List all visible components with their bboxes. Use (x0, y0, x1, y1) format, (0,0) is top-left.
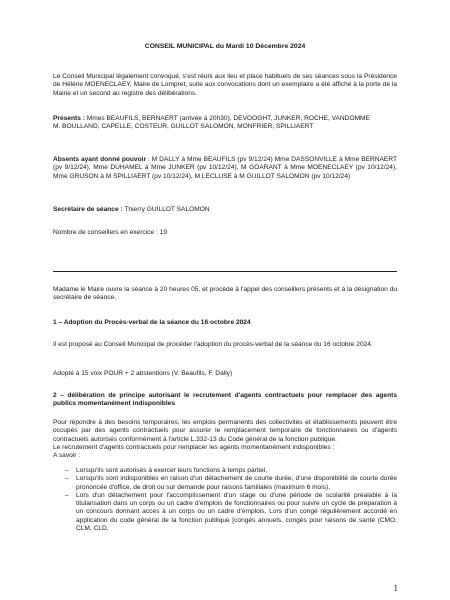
presents-label: Présents : (53, 115, 85, 122)
dash-bullet-icon: – (65, 491, 69, 499)
section2-list (53, 467, 397, 533)
opening-paragraph (53, 286, 397, 303)
separator-line (53, 271, 397, 272)
secretaire-label: Secrétaire de séance : (53, 206, 123, 213)
list-item (53, 475, 397, 492)
absents-paragraph (53, 156, 397, 181)
presents-text: Mmes BEAUFILS, BERNAERT (arrivée à 20h30), DEVOOGHT, JUNKER, ROCHE, VANDOMME (84, 115, 370, 122)
section2-text: Pour répondre à des besoins temporaires, les emplois permanents des collectivités et établissements peuvent être occupés par des agents contractuels pour assurer le remplacement temporaire de fonctionnaires ou d'agents contractuels autorisés conformément à l'article L.332-13 du Code général de la fonction publique. (53, 419, 397, 443)
absents-text: : M DALLY à Mme BEAUFILS (pv 9/12/24) Mme DASSONVILLE à Mme BERNAERT (pv 9/12/24), Mme DUHAMEL à Mme JUNKER (pv 10/12/24), M GOARANT à Mme MOENECLAEY (pv 10/12/24), Mme GRUSON à M SPILLIAERT (pv 10/12/24), M LECLUSE à M GUILLOT SALOMON (pv 10/12/24) (53, 156, 397, 180)
page-number: 1 (393, 582, 398, 593)
dash-bullet-icon: – (65, 475, 69, 483)
list-item-text: Lorsqu'ils sont autorisés à exercer leurs fonctions à temps partiel, (76, 467, 268, 474)
presents-line-2: M. BOULLAND, CAPELLE, COSTEUR, GUILLOT SALOMON, MONFRIER, SPILLIAERT (53, 123, 314, 131)
section1-vote: Adopté à 15 voix POUR + 2 abstentions (V. Beaufils, F. Dally) (53, 370, 233, 377)
list-item-text: Lorsqu'ils sont indisponibles en raison d'un détachement de courte durée, d'une disponibilité de courte durée prononcée d'office, de droit ou sur demande pour raisons familiales (maximum 6 mois), (76, 475, 397, 491)
page-title: CONSEIL MUNICIPAL du Mardi 10 Décembre 2024 (144, 43, 306, 50)
section2-paragraph (53, 419, 397, 460)
section2-heading: 2 – délibération de principe autorisant le recrutement d'agents contractuels pour remplacer des agents publics momentanément indisponibles (53, 392, 397, 408)
intro-paragraph (53, 73, 397, 98)
conseillers-paragraph (53, 229, 397, 237)
section1-heading: 1 – Adoption du Procès-verbal de la séance du 16 octobre 2024 (53, 319, 251, 326)
absents-label: Absents ayant donné pouvoir (53, 156, 147, 163)
secretaire-line (53, 206, 397, 214)
presents-line (53, 115, 397, 123)
opening-text: Madame le Maire ouvre la séance à 20 heures 05, et procède à l'appel des conseillers présents et à la désignation du secrétaire de séance. (53, 286, 397, 302)
section2-line2: A savoir : (53, 452, 81, 460)
section2-line1: Le recrutement d'agents contractuels pour remplacer les agents momentanément indisponibles : (53, 443, 335, 451)
list-item-text: Lors d'un détachement pour l'accomplissement d'un stage ou d'une période de scolarité préalable à la titularisation dans un corps ou un cadre d'emplois de fonctionnaires ou pour suivre un cycle de préparation à un concours donnant accès à un corps ou un cadre d'emplois, Lors d'un congé régulièrement accordé en application du code général de la fonction publique [congés annuels, congés pour raisons de santé (CMO, CLM, CLD, (76, 491, 397, 533)
presents-paragraph (53, 115, 397, 132)
absents-line (53, 156, 397, 181)
secretaire-text: Thierry GUILLOT SALOMON (122, 206, 210, 213)
secretaire-paragraph (53, 206, 397, 214)
dash-bullet-icon: – (65, 467, 69, 474)
list-item (53, 492, 397, 533)
intro-text: Le Conseil Municipal légalement convoqué, s'est réuni aux lieu et place habituels de ses séances sous la Présidence de Hélène MOENECLAEY, Maire de Lompret, suite aux convocations dont un exemplaire a été affiché à la porte de la Mairie et un second au registre des délibérations. (53, 73, 397, 97)
section1-text: Il est proposé au Conseil Municipal de procéder l'adoption du procès-verbal de la séance du 16 octobre 2024. (53, 341, 373, 348)
section2-heading-block (53, 392, 397, 409)
section1-paragraph (53, 341, 397, 349)
section1-vote-block (53, 370, 397, 378)
section1-heading-block (53, 319, 397, 327)
list-item (53, 467, 397, 475)
conseillers-text: Nombre de conseillers en exercice : 19 (53, 229, 167, 236)
